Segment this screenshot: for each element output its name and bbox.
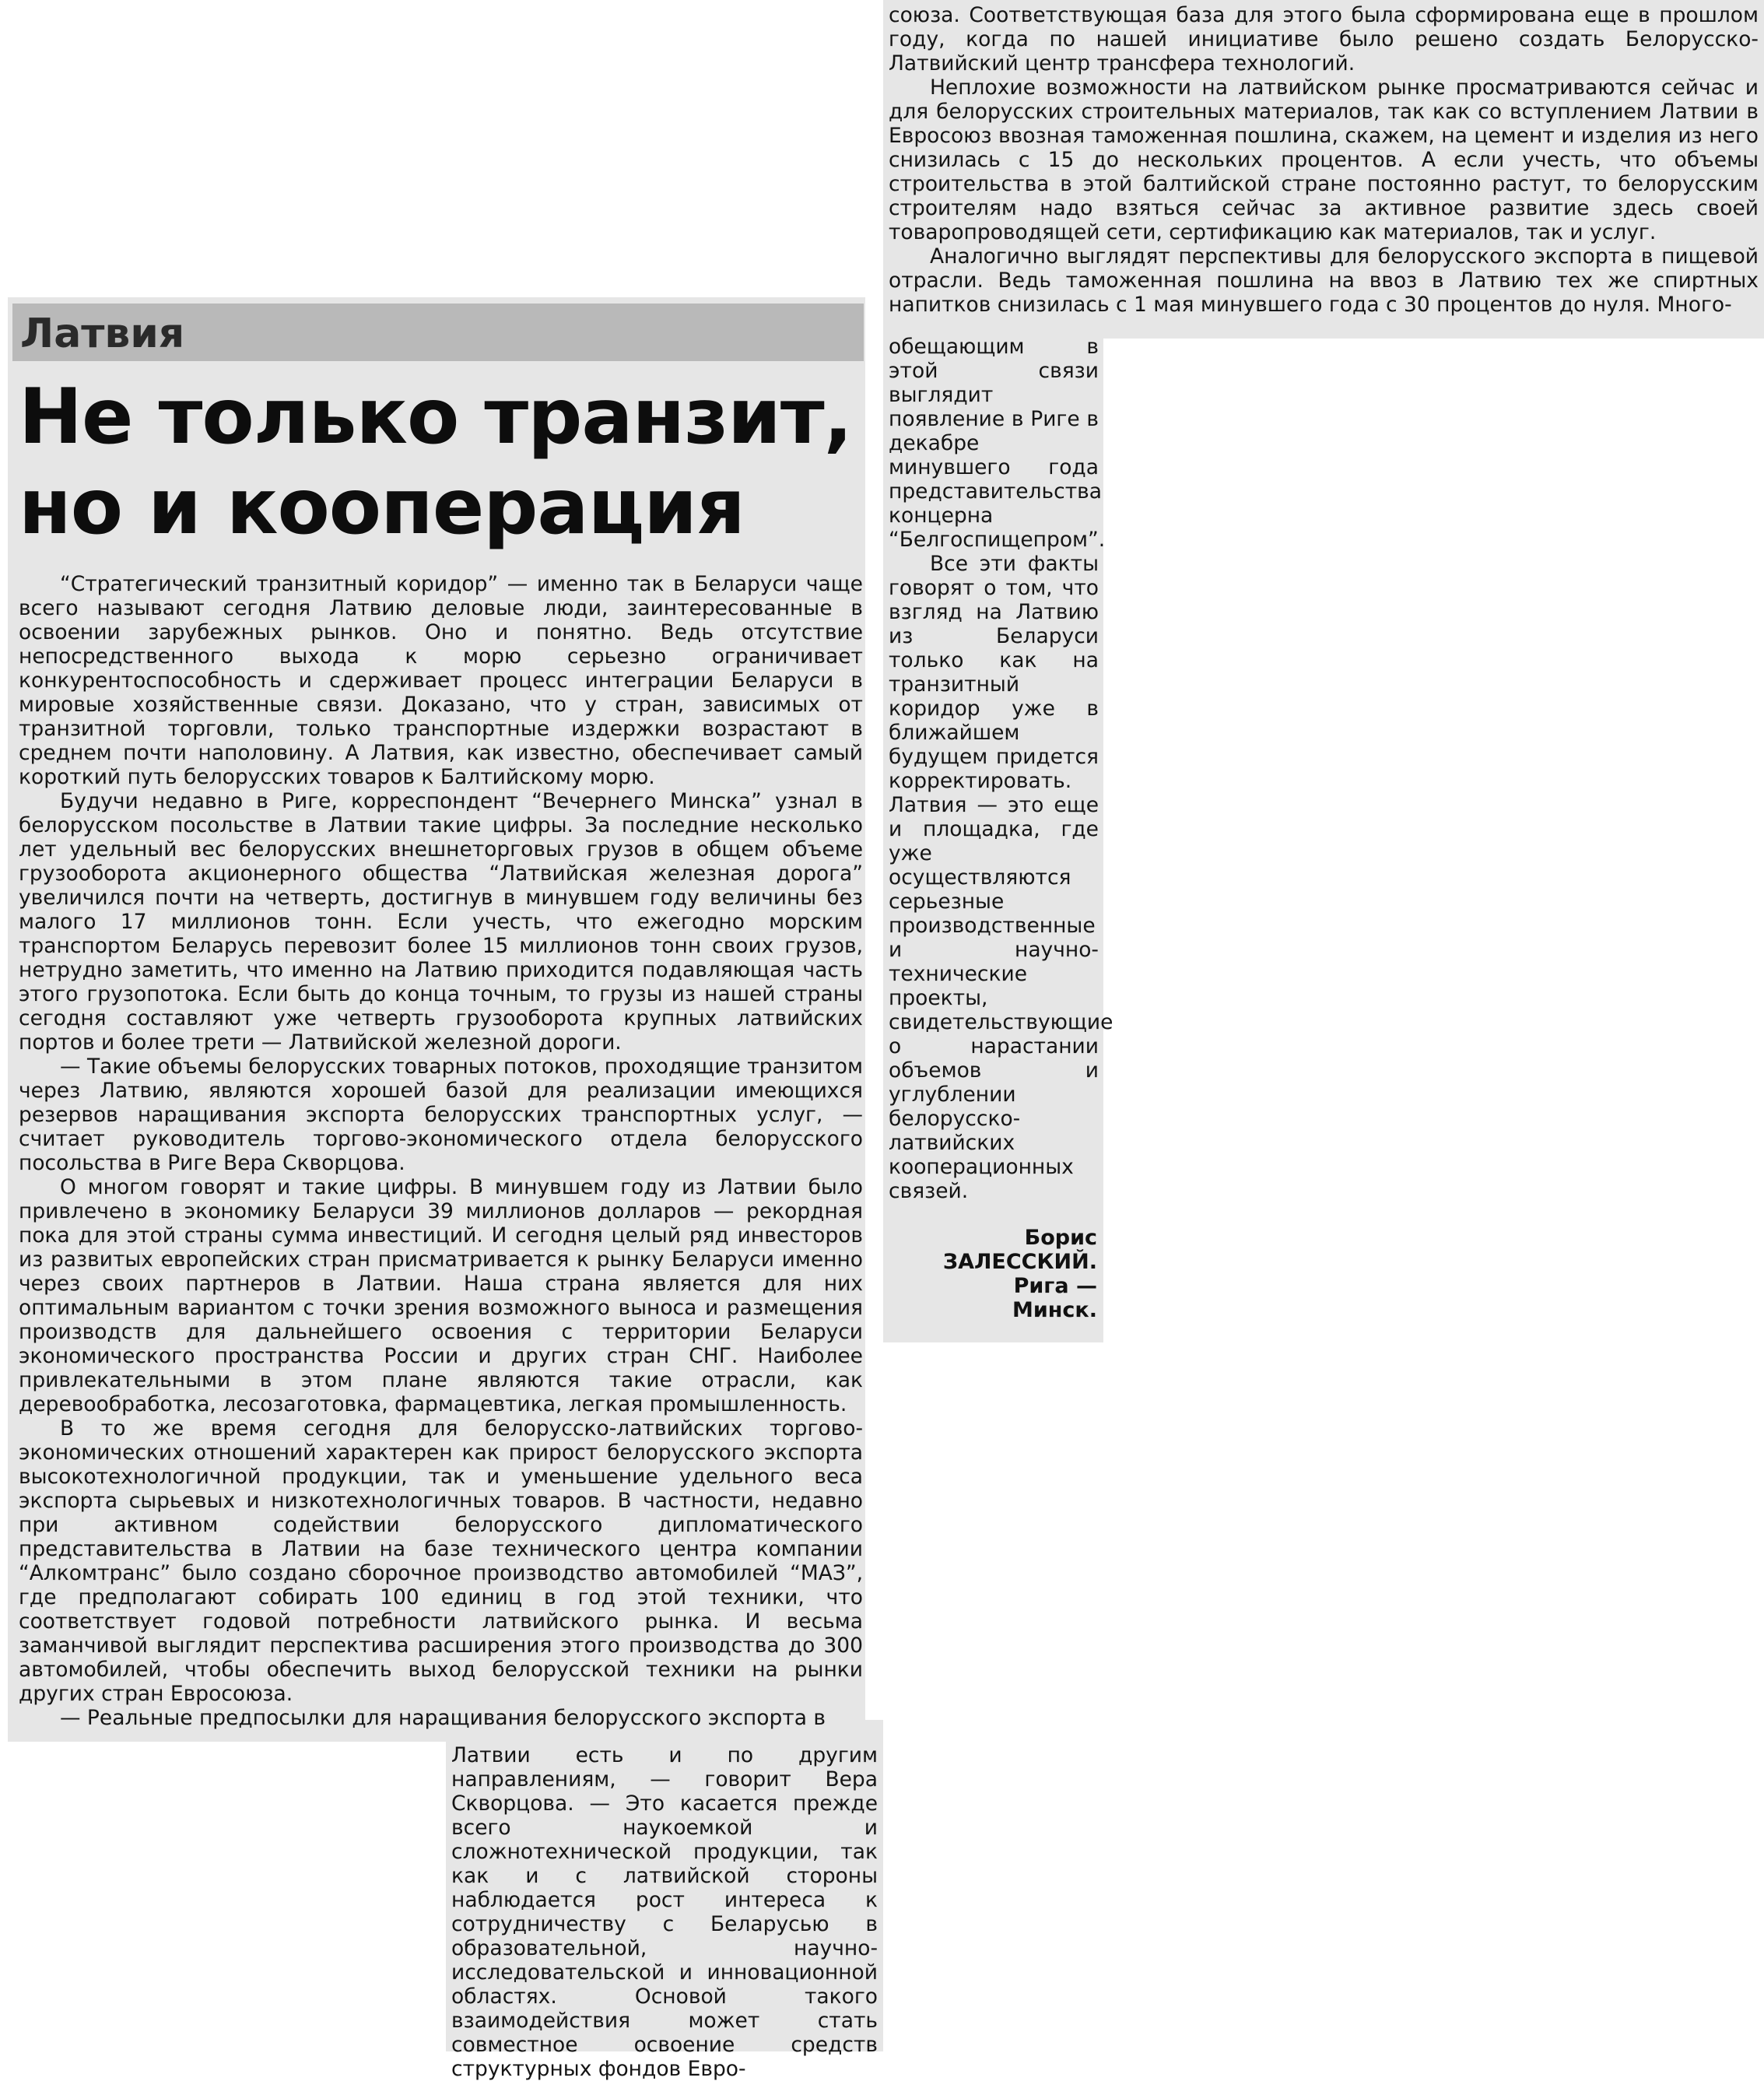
rubric-label: Латвия (20, 311, 185, 357)
paragraph: Аналогично выглядят перспективы для белорусского экспорта в пищевой отрасли. Ведь таможенная пошлина на ввоз в Латвию тех же спиртных напитков снизилась с 1 мая минувшего года с 30 процентов до нуля. Много- (889, 244, 1759, 317)
author-last-name: ЗАЛЕССКИЙ. (942, 1250, 1097, 1274)
paragraph: В то же время сегодня для белорусско-латвийских торгово-экономических отношений характерен как прирост белорусского экспорта высокотехнологичной продукции, так и уменьшение удельного веса экспорта сырьевых и низкотехнологичных товаров. В частности, недавно при активном содействии белорусского дипломатического представительства в Латвии на базе технического центра компании “Алкомтранс” было создано сборочное производство автомобилей “МАЗ”, где предполагают собирать 100 единиц в год этой техники, что соответствует годовой потребности латвийского рынка. И весьма заманчивой выглядит перспектива расширения этого производства до 300 автомобилей, чтобы обеспечить выход белорусской техники на рынки других стран Евросоюза. (19, 1416, 863, 1706)
headline-line-1: Не только транзит, (19, 373, 852, 461)
author-signature (889, 1226, 1097, 1322)
bottom-column (451, 1743, 878, 2081)
paragraph: О многом говорят и такие цифры. В минувшем году из Латвии было привлечено в экономику Беларуси 39 миллионов долларов — рекордная пока для этой страны сумма инвестиций. И сегодня целый ряд инвесторов из развитых европейских стран присматривается к рынку Беларуси именно через своих партнеров в Латвии. Наша страна является для них оптимальным вариантом с точки зрения возможного выноса и размещения производств для дальнейшего освоения с территории Беларуси экономического пространства России и других стран СНГ. Наиболее привлекательными в этом плане являются такие отрасли, как деревообработка, лесозаготовка, фармацевтика, легкая промышленность. (19, 1175, 863, 1416)
narrow-column (889, 335, 1113, 1203)
paragraph: Будучи недавно в Риге, корреспондент “Вечернего Минска” узнал в белорусском посольстве в Латвии такие цифры. За последние несколько лет удельный вес белорусских внешнеторговых грузов в общем объеме грузооборота акционерного общества “Латвийская железная дорога” увеличился почти на четверть, достигнув в минувшем году величины без малого 17 миллионов тонн. Если учесть, что ежегодно морским транспортом Беларусь перевозит более 15 миллионов тонн своих грузов, нетрудно заметить, что именно на Латвию приходится подавляющая часть этого грузопотока. Если быть до конца точным, то грузы из нашей страны сегодня составляют уже четверть грузооборота крупных латвийских портов и более трети — Латвийской железной дороги. (19, 789, 863, 1055)
paragraph: — Такие объемы белорусских товарных потоков, проходящие транзитом через Латвию, являются хорошей базой для реализации имеющихся резервов наращивания экспорта белорусских транспортных услуг, — считает руководитель торгово-экономического отдела белорусского посольства в Риге Вера Скворцова. (19, 1055, 863, 1175)
top-column (889, 3, 1759, 317)
paragraph: “Стратегический транзитный коридор” — именно так в Беларуси чаще всего называют сегодня Латвию деловые люди, заинтересованные в освоении зарубежных рынков. Оно и понятно. Ведь отсутствие непосредственного выхода к морю серьезно ограничивает конкурентоспособность и сдерживает процесс интеграции Беларуси в мировые хозяйственные связи. Доказано, что у стран, зависимых от транзитной торговли, только транспортные издержки возрастают в среднем почти наполовину. А Латвия, как известно, обеспечивает самый короткий путь белорусских товаров к Балтийскому морю. (19, 572, 863, 789)
dateline-2: Минск. (1012, 1298, 1097, 1322)
headline (19, 372, 859, 553)
paragraph: — Реальные предпосылки для наращивания белорусского экспорта в (60, 1706, 826, 1730)
paragraph: Латвии есть и по другим направлениям, — говорит Вера Скворцова. — Это касается прежде всего наукоемкой и сложнотехнической продукции, так как и с латвийской стороны наблюдается рост интереса к сотрудничеству с Беларусью в образовательной, научно-исследовательской и инновационной областях. Основой такого взаимодействия может стать совместное освоение средств структурных фондов Евро- (451, 1743, 878, 2081)
dateline-1: Рига — (1013, 1274, 1097, 1298)
paragraph: Неплохие возможности на латвийском рынке просматриваются сейчас и для белорусских строительных материалов, так как со вступлением Латвии в Евросоюз ввозная таможенная пошлина, скажем, на цемент и изделия из него снизилась с 15 до нескольких процентов. А если учесть, что объемы строительства в этой балтийской стране постоянно растут, то белорусским строителям надо взяться сейчас за активное развитие здесь своей товаропроводящей сети, сертификацию как материалов, так и услуг. (889, 75, 1759, 244)
author-first-name: Борис (1024, 1226, 1097, 1250)
paragraph: обещающим в этой связи выглядит появление в Риге в декабре минувшего года представительства концерна “Белгоспищепром”. (889, 335, 1106, 552)
paragraph: союза. Соответствующая база для этого была сформирована еще в прошлом году, когда по нашей инициативе было решено создать Белорусско-Латвийский центр трансфера технологий. (889, 3, 1759, 75)
paragraph: Все эти факты говорят о том, что взгляд на Латвию из Беларуси только как на транзитный коридор уже в ближайшем будущем придется корректировать. Латвия — это еще и площадка, где уже осуществляются серьезные производственные и научно-технические проекты, свидетельствующие о нарастании объемов и углублении белорусско-латвийских кооперационных связей. (889, 552, 1113, 1203)
left-column (19, 572, 863, 1730)
headline-line-2: но и кооперация (19, 463, 745, 552)
